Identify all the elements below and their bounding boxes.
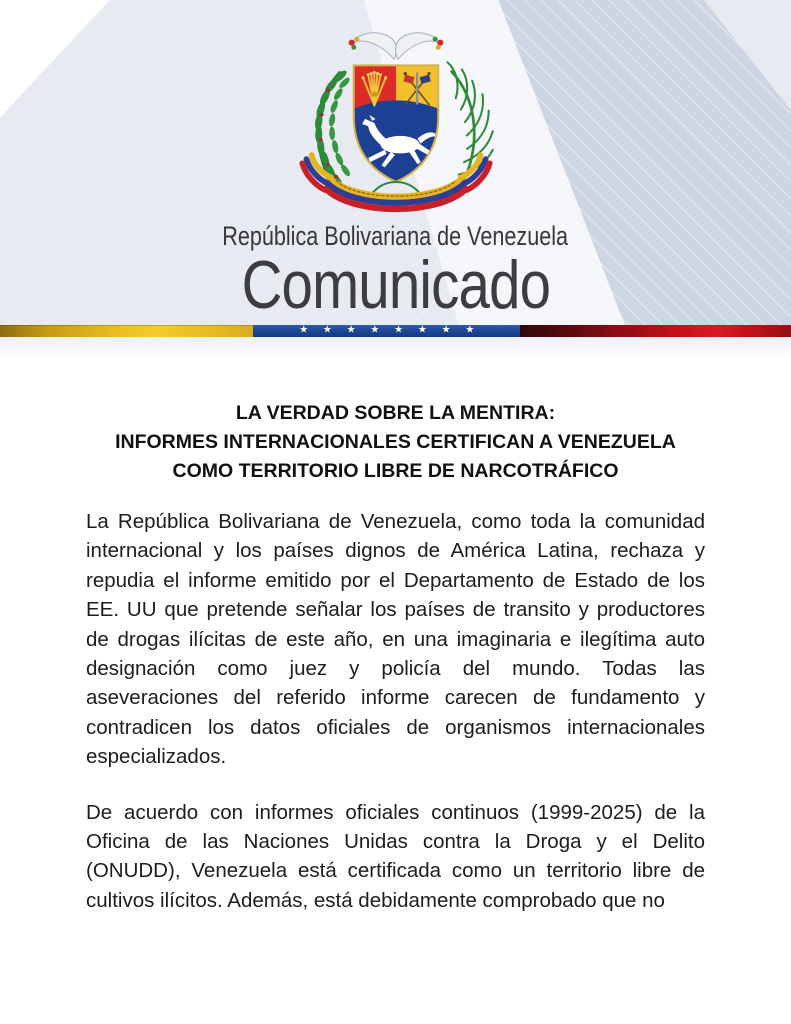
- communique-body: [86, 399, 705, 915]
- title-line-1: LA VERDAD SOBRE LA MENTIRA:: [235, 402, 556, 424]
- header-banner: [0, 0, 791, 325]
- flag-stripe-bar: [0, 325, 791, 337]
- document-type-text: Comunicado: [241, 247, 550, 324]
- paragraph-2: De acuerdo con informes oficiales continuos (1999-2025) de la Oficina de las Naciones Unidas contra la Droga y el Delito (ONUDD), Venezuela está certificada como un territorio libre de cultivos ilícitos. Además, está debidamente comprobado que no: [86, 800, 705, 912]
- venezuela-coat-of-arms-icon: [293, 24, 499, 220]
- title-line-2: INFORMES INTERNACIONALES CERTIFICAN A VENEZUELA: [115, 431, 676, 453]
- document-type-title: [0, 247, 791, 324]
- flag-stripe-gold: [0, 325, 253, 337]
- flag-stars: ★ ★ ★ ★ ★ ★ ★ ★: [299, 324, 475, 336]
- country-name-text: República Bolivariana de Venezuela: [222, 221, 569, 251]
- flag-stripe-red: [520, 325, 791, 337]
- title-line-3: COMO TERRITORIO LIBRE DE NARCOTRÁFICO: [172, 460, 619, 482]
- header-body-divider: [0, 337, 791, 359]
- flag-stripe-blue: [253, 325, 520, 337]
- country-name: [0, 222, 791, 250]
- communique-title: [86, 399, 705, 486]
- header-content: [0, 24, 791, 324]
- paragraph-1: La República Bolivariana de Venezuela, como toda la comunidad internacional y los países dignos de América Latina, rechaza y repudia el informe emitido por el Departamento de Estado de los EE. UU que pretende señalar los países de transito y productores de drogas ilícitas de este año, en una imaginaria e ilegítima auto designación como juez y policía del mundo. Todas las aseveraciones del referido informe carecen de fundamento y contradicen los datos oficiales de organismos internacionales especializados.: [86, 510, 705, 769]
